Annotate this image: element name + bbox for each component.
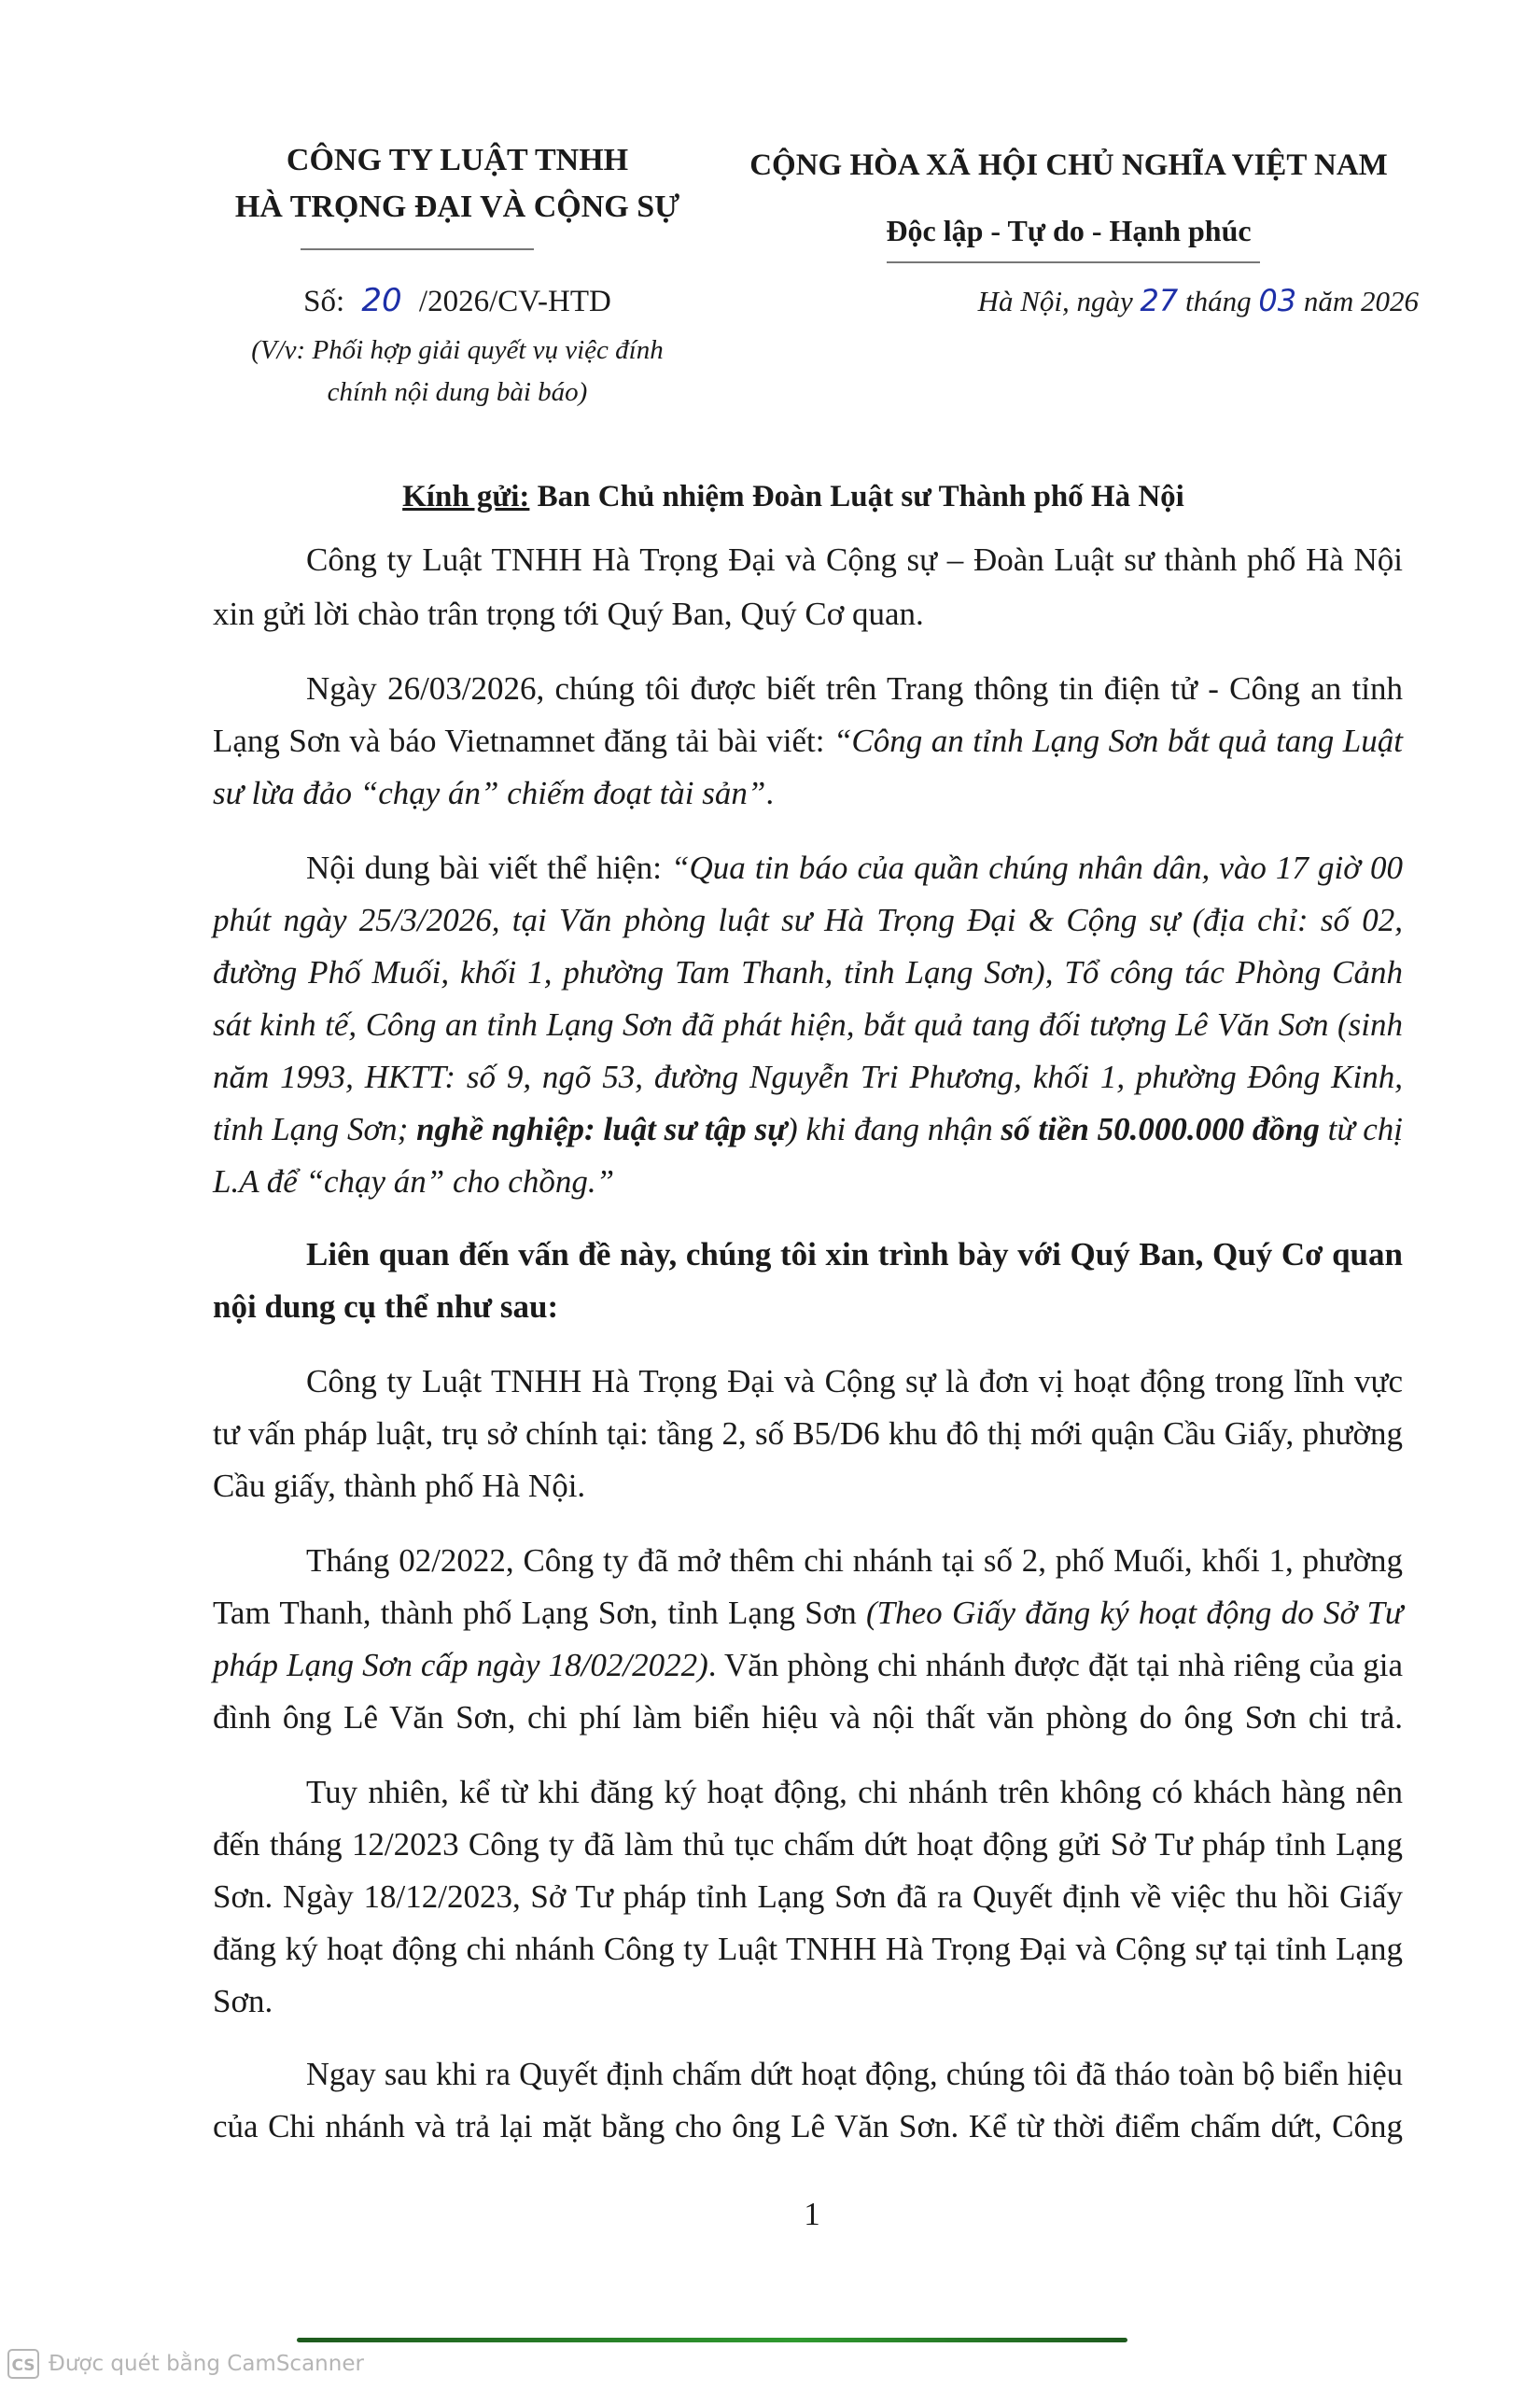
p6-line2-italic: (Theo Giấy đăng ký hoạt động do Sở Tư: [866, 1595, 1403, 1631]
subject-line2: chính nội dung bài báo): [327, 377, 588, 407]
p3-line1: [306, 848, 1403, 889]
p1-line2: xin gửi lời chào trân trọng tới Quý Ban, Quý Cơ quan.: [213, 596, 924, 632]
date-year: năm 2026: [1303, 285, 1419, 317]
p3-line5: năm 1993, HKTT: số 9, ngõ 53, đường Nguyễn Tri Phương, khối 1, phường Đông Kinh,: [213, 1059, 1403, 1095]
p4-line2: nội dung cụ thể như sau:: [213, 1288, 559, 1325]
p3-line1-plain: Nội dung bài viết thể hiện:: [306, 850, 672, 886]
p3-line6: [213, 1109, 1403, 1150]
company-name-line2: HÀ TRỌNG ĐẠI VÀ CỘNG SỰ: [234, 190, 680, 224]
p3-line7: L.A để “chạy án” cho chồng.”: [213, 1163, 615, 1200]
date-prefix: Hà Nội, ngày: [977, 285, 1133, 317]
p2-line3-italic: sư lừa đảo “chạy án” chiếm đoạt tài sản”: [213, 775, 766, 811]
p3-line6-c: ) khi đang nhận: [787, 1111, 1001, 1147]
recipient-name: Ban Chủ nhiệm Đoàn Luật sư Thành phố Hà Nội: [537, 480, 1184, 513]
company-underline: [301, 248, 534, 250]
p7-line4: đăng ký hoạt động chi nhánh Công ty Luật TNHH Hà Trọng Đại và Cộng sự tại tỉnh Lạng: [213, 1931, 1403, 1967]
recipient-line: [187, 476, 1400, 517]
camscanner-watermark: Được quét bằng CamScanner: [49, 2352, 364, 2376]
footer-green-rule: [297, 2338, 1127, 2342]
recipient-label: Kính gửi:: [402, 480, 530, 513]
p3-line1-italic: “Qua tin báo của quần chúng nhân dân, vào 17 giờ 00: [671, 850, 1404, 886]
p4-line1: Liên quan đến vấn đề này, chúng tôi xin trình bày với Quý Ban, Quý Cơ quan: [306, 1236, 1403, 1272]
p6-line3-italic: pháp Lạng Sơn cấp ngày 18/02/2022): [213, 1647, 708, 1683]
p2-line2-italic: “Công an tỉnh Lạng Sơn bắt quả tang Luật: [833, 723, 1403, 759]
p7-line2: đến tháng 12/2023 Công ty đã làm thủ tục chấm dứt hoạt động gửi Sở Tư pháp tỉnh Lạng: [213, 1826, 1403, 1863]
p7-line1: Tuy nhiên, kể từ khi đăng ký hoạt động, chi nhánh trên không có khách hàng nên: [306, 1774, 1403, 1810]
p2-line2-plain: Lạng Sơn và báo Vietnamnet đăng tải bài viết:: [213, 723, 833, 759]
national-motto: Độc lập - Tự do - Hạnh phúc: [886, 214, 1252, 247]
number-handwritten: 20: [361, 282, 402, 319]
p6-line4: đình ông Lê Văn Sơn, chi phí làm biển hiệu và nội thất văn phòng do ông Sơn chi trả.: [213, 1699, 1403, 1736]
p3-line4: sát kinh tế, Công an tỉnh Lạng Sơn đã phát hiện, bắt quả tang đối tượng Lê Văn Sơn (sinh: [213, 1006, 1403, 1043]
p6-line2: [213, 1593, 1403, 1634]
p2-line3-plain: .: [765, 775, 775, 811]
p2-line1: Ngày 26/03/2026, chúng tôi được biết trên Trang thông tin điện tử - Công an tỉnh: [306, 670, 1403, 707]
p2-line3: [213, 773, 774, 814]
motto-underline: [887, 261, 1260, 263]
date-month-handwritten: 03: [1258, 283, 1297, 318]
p6-line1: Tháng 02/2022, Công ty đã mở thêm chi nhánh tại số 2, phố Muối, khối 1, phường: [306, 1542, 1403, 1579]
date-month-label: tháng: [1185, 285, 1252, 317]
p3-line2: phút ngày 25/3/2026, tại Văn phòng luật sư Hà Trọng Đại & Cộng sự (địa chỉ: số 02,: [213, 902, 1403, 938]
number-label: Số:: [303, 285, 345, 318]
p3-line6-bold-amount: số tiền 50.000.000 đồng: [1001, 1111, 1320, 1147]
national-title: CỘNG HÒA XÃ HỘI CHỦ NGHĨA VIỆT NAM: [749, 148, 1388, 182]
p3-line6-a: tỉnh Lạng Sơn;: [213, 1111, 417, 1147]
p6-line3: [213, 1645, 1403, 1686]
p8-line2: của Chi nhánh và trả lại mặt bằng cho ông Lê Văn Sơn. Kể từ thời điểm chấm dứt, Công: [213, 2108, 1403, 2144]
date-line: [915, 280, 1419, 322]
p8-line1: Ngay sau khi ra Quyết định chấm dứt hoạt động, chúng tôi đã tháo toàn bộ biển hiệu: [306, 2057, 1403, 2092]
p2-line2: [213, 721, 1403, 762]
document-number: [215, 280, 700, 322]
camscanner-logo-icon: CS: [7, 2349, 39, 2379]
p5-line3: Cầu giấy, thành phố Hà Nội.: [213, 1468, 586, 1504]
date-day-handwritten: 27: [1140, 283, 1179, 318]
company-name-line1: CÔNG TY LUẬT TNHH: [286, 143, 629, 177]
page-number: 1: [804, 2196, 820, 2232]
p3-line6-e: từ chị: [1319, 1111, 1403, 1147]
p3-line6-bold-occupation: nghề nghiệp: luật sư tập sự: [416, 1111, 788, 1147]
p7-line5: Sơn.: [213, 1983, 273, 2019]
p3-line3: đường Phố Muối, khối 1, phường Tam Thanh, tỉnh Lạng Sơn), Tổ công tác Phòng Cảnh: [213, 954, 1403, 991]
p1-line1: Công ty Luật TNHH Hà Trọng Đại và Cộng sự – Đoàn Luật sư thành phố Hà Nội: [306, 541, 1403, 578]
p6-line2-plain: Tam Thanh, thành phố Lạng Sơn, tỉnh Lạng Sơn: [213, 1595, 867, 1631]
p5-line2: tư vấn pháp luật, trụ sở chính tại: tầng 2, số B5/D6 khu đô thị mới quận Cầu Giấy, phường: [213, 1415, 1403, 1452]
p6-line3-plain: . Văn phòng chi nhánh được đặt tại nhà riêng của gia: [707, 1647, 1403, 1683]
number-suffix: /2026/CV-HTD: [418, 285, 611, 318]
subject-line1: (V/v: Phối hợp giải quyết vụ việc đính: [251, 335, 664, 365]
p7-line3: Sơn. Ngày 18/12/2023, Sở Tư pháp tỉnh Lạng Sơn đã ra Quyết định về việc thu hồi Giấy: [213, 1878, 1403, 1915]
p5-line1: Công ty Luật TNHH Hà Trọng Đại và Cộng sự là đơn vị hoạt động trong lĩnh vực: [306, 1363, 1403, 1399]
